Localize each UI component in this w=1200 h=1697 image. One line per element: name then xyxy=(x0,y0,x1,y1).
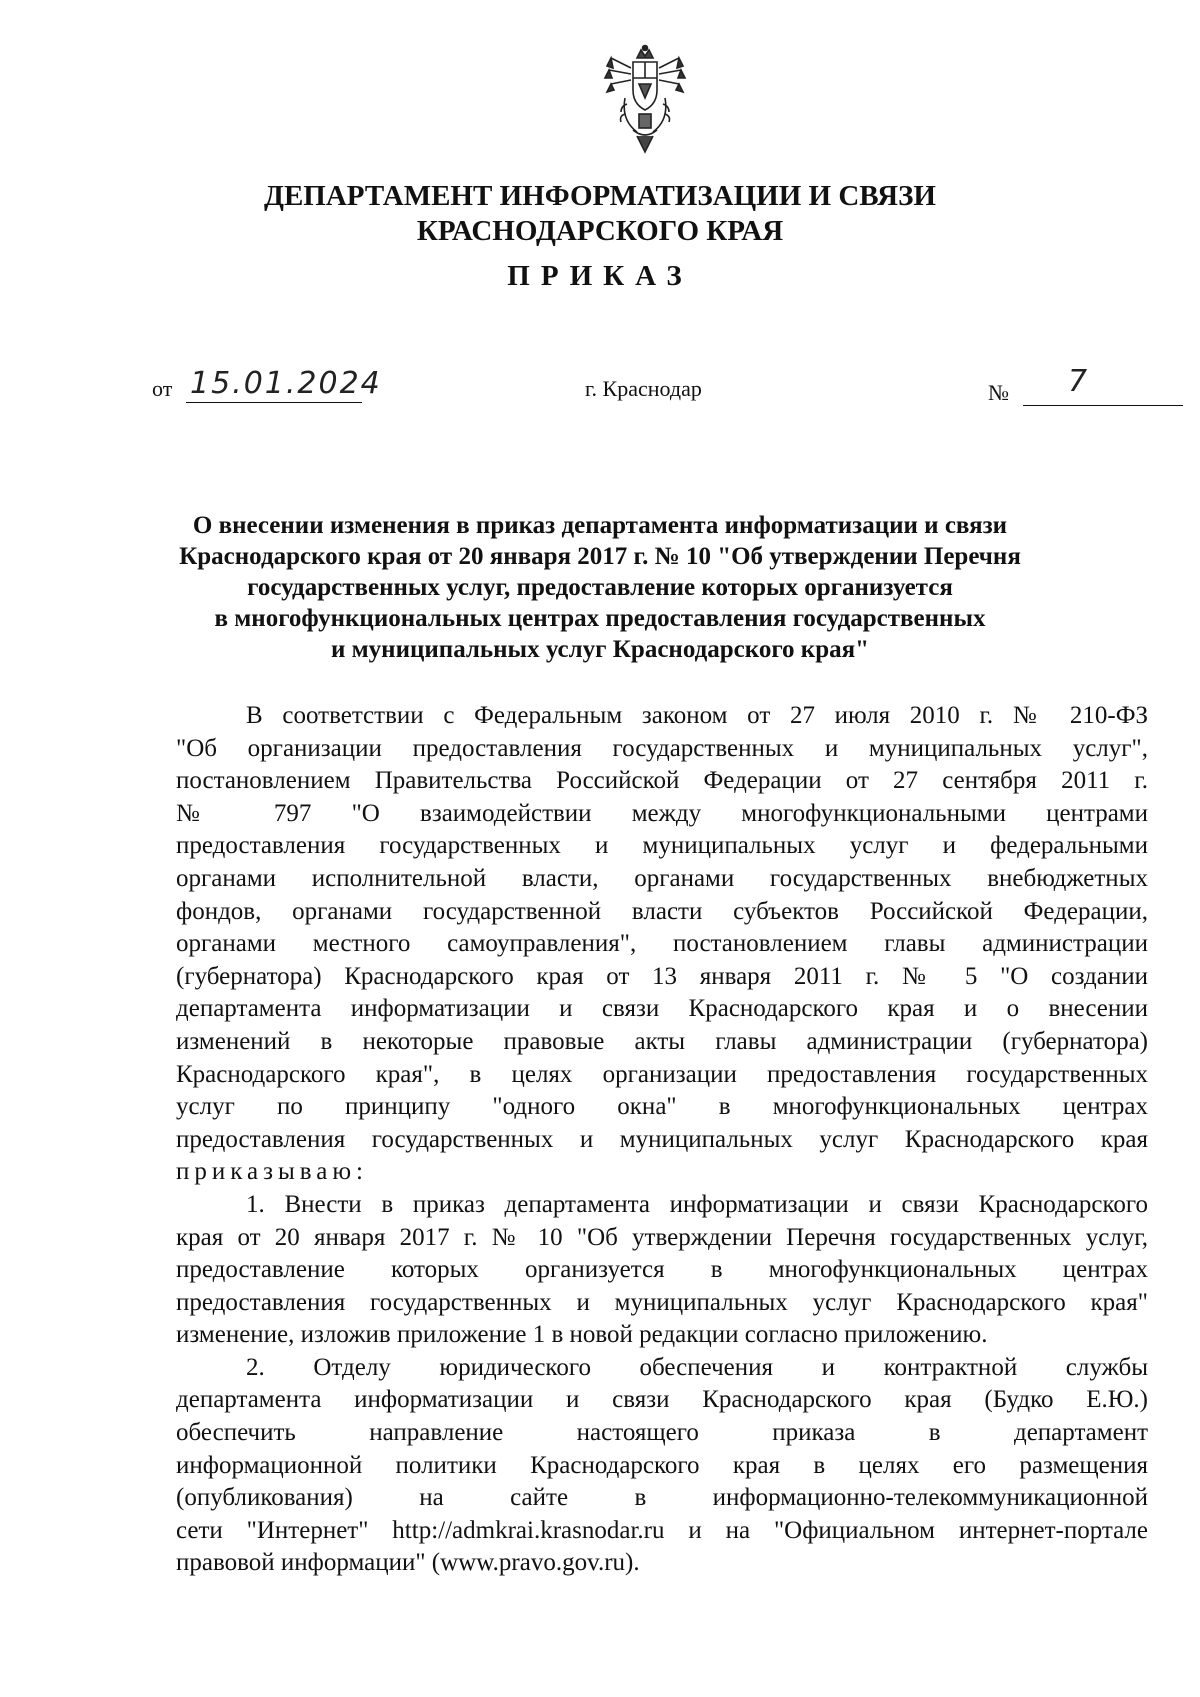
handwritten-date: 15.01.2024 xyxy=(190,366,382,401)
body-line: предоставления государственных и муниципальных услуг Краснодарского края" xyxy=(176,1288,1148,1316)
subject-line: в многофункциональных центрах предоставления государственных xyxy=(214,605,986,632)
date-underline xyxy=(186,402,362,403)
body-line: В соответствии с Федеральным законом от 27 июля 2010 г. № 210-ФЗ xyxy=(246,702,1148,729)
subject-line: и муниципальных услуг Краснодарского края" xyxy=(330,636,870,663)
date-prefix: от xyxy=(152,376,173,401)
department-name-line-2: КРАСНОДАРСКОГО КРАЯ xyxy=(416,215,784,247)
coat-of-arms-emblem xyxy=(603,44,687,156)
subject-line: государственных услуг, предоставление которых организуется xyxy=(247,574,953,601)
body-line: № 797 "О взаимодействии между многофункциональными центрами xyxy=(176,799,1148,827)
subject-line: О внесении изменения в приказ департамента информатизации и связи xyxy=(192,512,1008,539)
body-line: изменение, изложив приложение 1 в новой редакции согласно приложению. xyxy=(176,1321,988,1349)
body-line: органами исполнительной власти, органами государственных внебюджетных xyxy=(176,864,1148,892)
body-line: (губернатора) Краснодарского края от 13 января 2011 г. № 5 "О создании xyxy=(176,962,1148,990)
number-underline xyxy=(1023,405,1183,406)
body-line: предоставления государственных и муниципальных услуг и федеральными xyxy=(176,832,1148,860)
body-line: предоставление которых организуется в многофункциональных центрах xyxy=(176,1256,1148,1284)
body-line: Краснодарского края", в целях организации предоставления государственных xyxy=(176,1060,1148,1088)
order-meta-row xyxy=(0,364,1200,412)
body-line-order-word: приказываю: xyxy=(176,1158,368,1186)
body-line: департамента информатизации и связи Краснодарского края (Будко Е.Ю.) xyxy=(176,1386,1148,1414)
body-line: правовой информации" (www.pravo.gov.ru). xyxy=(176,1549,640,1577)
body-line: органами местного самоуправления", постановлением главы администрации xyxy=(176,930,1148,958)
body-line: 2. Отделу юридического обеспечения и контрактной службы xyxy=(246,1353,1148,1381)
body-line: (опубликования) на сайте в информационно-телекоммуникационной xyxy=(176,1484,1148,1512)
number-prefix: № xyxy=(988,380,1009,405)
handwritten-number: 7 xyxy=(1068,364,1088,399)
department-name-line-1: ДЕПАРТАМЕНТ ИНФОРМАТИЗАЦИИ И СВЯЗИ xyxy=(264,180,936,212)
body-line: департамента информатизации и связи Краснодарского края и о внесении xyxy=(176,995,1148,1023)
body-line: фондов, органами государственной власти субъектов Российской Федерации, xyxy=(176,897,1148,925)
city-label: г. Краснодар xyxy=(585,376,702,401)
body-line: "Об организации предоставления государственных и муниципальных услуг", xyxy=(176,734,1148,762)
subject-line: Краснодарского края от 20 января 2017 г. № 10 "Об утверждении Перечня xyxy=(179,543,1021,570)
body-line: информационной политики Краснодарского края в целях его размещения xyxy=(176,1451,1148,1479)
body-line: края от 20 января 2017 г. № 10 "Об утверждении Перечня государственных услуг, xyxy=(176,1223,1148,1251)
body-line: 1. Внести в приказ департамента информатизации и связи Краснодарского xyxy=(246,1190,1148,1218)
body-line: сети "Интернет" http://admkrai.krasnodar.ru и на "Официальном интернет-портале xyxy=(176,1516,1148,1544)
order-body xyxy=(176,700,1148,1580)
order-subject xyxy=(0,510,1200,665)
body-line: постановлением Правительства Российской Федерации от 27 сентября 2011 г. xyxy=(176,767,1148,795)
body-line: предоставления государственных и муниципальных услуг Краснодарского края xyxy=(176,1125,1148,1153)
body-line: услуг по принципу "одного окна" в многофункциональных центрах xyxy=(176,1093,1148,1121)
body-line: обеспечить направление настоящего приказа в департамент xyxy=(176,1419,1148,1447)
body-line: изменений в некоторые правовые акты главы администрации (губернатора) xyxy=(176,1027,1148,1055)
document-type-title: ПРИКАЗ xyxy=(507,260,693,292)
